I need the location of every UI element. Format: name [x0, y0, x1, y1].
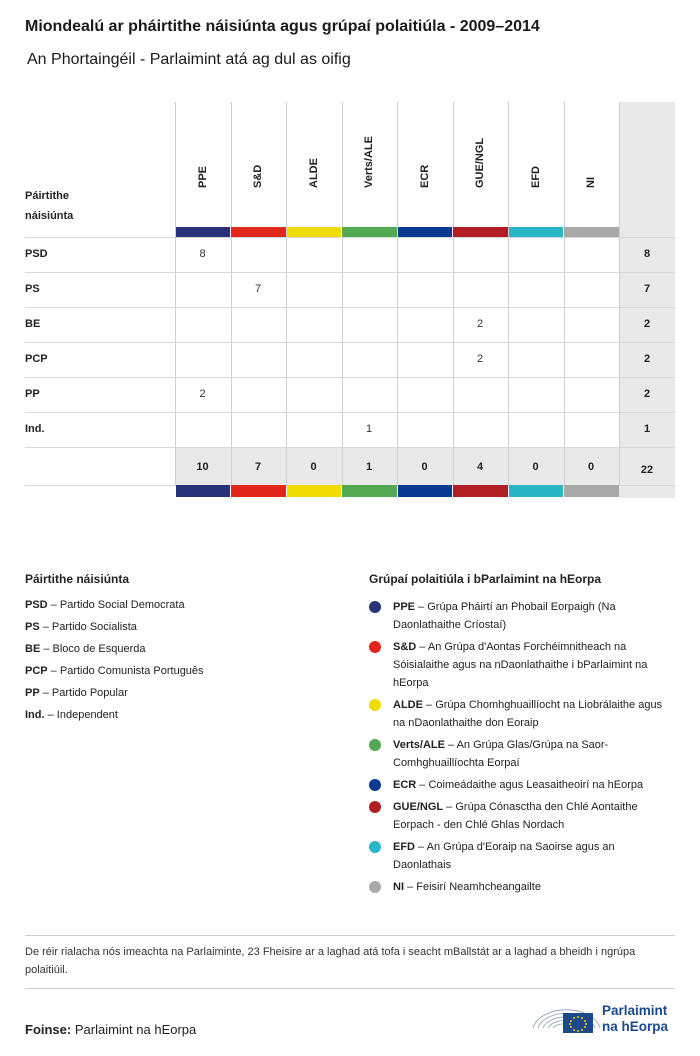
color-dot-icon	[369, 601, 381, 613]
party-legend-item: PCP – Partido Comunista Português	[25, 665, 204, 677]
group-color-bar	[398, 227, 453, 237]
party-legend-item: PS – Partido Socialista	[25, 621, 137, 633]
party-legend-title: Páirtithe náisiúnta	[25, 572, 130, 586]
color-dot-icon	[369, 641, 381, 653]
row-divider	[25, 447, 675, 448]
seat-total-column-bg	[619, 102, 675, 498]
party-legend	[25, 598, 204, 730]
party-legend-item: Ind. – Independent	[25, 709, 118, 721]
column-header-efd: EFD	[529, 166, 542, 188]
color-dot-icon	[369, 779, 381, 791]
group-color-bar	[342, 485, 397, 497]
party-row-label: PS	[25, 283, 40, 295]
group-color-bar	[453, 485, 508, 497]
column-header-ecr: ECR	[418, 164, 431, 188]
group-color-bar	[287, 485, 342, 497]
row-divider	[25, 272, 675, 273]
group-legend	[369, 598, 669, 900]
group-total: 10	[196, 461, 209, 473]
row-divider	[25, 307, 675, 308]
color-dot-icon	[369, 801, 381, 813]
group-legend-item: Verts/ALE – An Grúpa Glas/Grúpa na Saor-Comhghuaillíochta Eorpaí	[369, 736, 669, 772]
party-row-label: PSD	[25, 248, 48, 260]
group-total: 1	[365, 461, 373, 473]
group-legend-item: PPE – Grúpa Pháirtí an Phobail Eorpaigh (Na Daonlathaithe Críostaí)	[369, 598, 669, 634]
group-color-bar	[509, 485, 564, 497]
group-total: 0	[421, 461, 428, 473]
column-divider	[564, 102, 565, 485]
party-row-label: Ind.	[25, 423, 45, 435]
group-total: 0	[532, 461, 539, 473]
column-divider	[397, 102, 398, 485]
group-legend-item: EFD – An Grúpa d'Eoraip na Saoirse agus an Daonlathais	[369, 838, 669, 874]
column-header-ni: NI	[585, 177, 598, 188]
column-divider	[508, 102, 509, 485]
column-divider	[286, 102, 287, 485]
party-total: 7	[643, 283, 651, 295]
column-header-ppe: PPE	[196, 165, 209, 188]
row-divider	[25, 342, 675, 343]
group-color-bar	[287, 227, 342, 237]
color-dot-icon	[369, 699, 381, 711]
party-total: 1	[643, 423, 651, 435]
party-row-label: PP	[25, 388, 40, 400]
group-legend-item: S&D – An Grúpa d'Aontas Forchéimnitheach na Sóisialaithe agus na nDaonlathaithe i bParlaimint na hEorpa	[369, 638, 669, 692]
grand-total: 22	[640, 464, 654, 476]
page-subtitle: An Phortaingéil - Parlaimint atá ag dul as oifig	[27, 51, 351, 68]
row-divider	[25, 377, 675, 378]
seat-table	[0, 0, 700, 500]
seat-cell: 1	[365, 423, 373, 435]
group-color-bar	[342, 227, 397, 237]
column-divider	[453, 102, 454, 485]
group-color-bar	[453, 227, 508, 237]
source-line: Foinse: Parlaimint na hEorpa	[25, 1022, 197, 1037]
party-row-label: BE	[25, 318, 41, 330]
color-dot-icon	[369, 841, 381, 853]
seat-cell: 7	[254, 283, 262, 295]
group-legend-item: NI – Feisirí Neamhcheangailte	[369, 878, 669, 896]
color-dot-icon	[369, 881, 381, 893]
party-total: 8	[643, 248, 651, 260]
footnote: De réir rialacha nós imeachta na Parlaiminte, 23 Fheisire ar a laghad atá tofa i seacht mBallstát ar a laghad a bheidh i ngrúpa polaitiúil.	[25, 946, 636, 976]
color-dot-icon	[369, 739, 381, 751]
group-total: 7	[254, 461, 262, 473]
column-header-guengl: GUE/NGL	[474, 137, 487, 188]
group-color-bar	[231, 485, 286, 497]
group-legend-title: Grúpaí polaitiúla i bParlaimint na hEorpa	[369, 572, 602, 586]
group-total: 0	[310, 461, 317, 473]
group-color-bar	[176, 227, 231, 237]
party-legend-item: PSD – Partido Social Democrata	[25, 599, 185, 611]
page-title: Miondealú ar pháirtithe náisiúnta agus grúpaí polaitiúla - 2009–2014	[25, 18, 540, 35]
group-legend-item: GUE/NGL – Grúpa Cónasctha den Chlé Aontaithe Eorpach - den Chlé Ghlas Nordach	[369, 798, 669, 834]
party-total: 2	[643, 353, 651, 365]
seat-cell: 2	[476, 353, 484, 365]
group-color-bar	[398, 485, 453, 497]
group-legend-item: ALDE – Grúpa Chomhghuaillíocht na Liobrálaithe agus na nDaonlathaithe don Eoraip	[369, 696, 669, 732]
group-legend-item: ECR – Coimeádaithe agus Leasaitheoirí na hEorpa	[369, 776, 669, 794]
seat-cell: 2	[199, 388, 206, 400]
party-row-label: PCP	[25, 353, 48, 365]
logo-text: Parlaimint na hEorpa	[602, 1003, 669, 1034]
party-total: 2	[643, 318, 651, 330]
group-color-bar	[176, 485, 231, 497]
party-legend-item: BE – Bloco de Esquerda	[25, 643, 146, 655]
row-divider	[25, 237, 675, 238]
group-color-bar	[231, 227, 286, 237]
divider	[25, 935, 675, 936]
seat-cell: 2	[476, 318, 484, 330]
group-color-bar	[509, 227, 564, 237]
column-divider	[175, 102, 176, 485]
column-header-alde: ALDE	[307, 158, 320, 188]
group-total: 4	[476, 461, 484, 473]
column-header-vertsale: Verts/ALE	[363, 136, 376, 188]
party-total: 2	[643, 388, 651, 400]
column-header-sd: S&D	[252, 164, 265, 188]
group-total: 0	[587, 461, 595, 473]
divider	[25, 988, 675, 989]
group-color-bar	[564, 485, 619, 497]
party-column-header: Páirtithe náisiúnta	[25, 190, 74, 222]
row-divider	[25, 412, 675, 413]
seat-cell: 8	[199, 248, 206, 260]
group-color-bar	[564, 227, 619, 237]
party-legend-item: PP – Partido Popular	[25, 687, 128, 699]
